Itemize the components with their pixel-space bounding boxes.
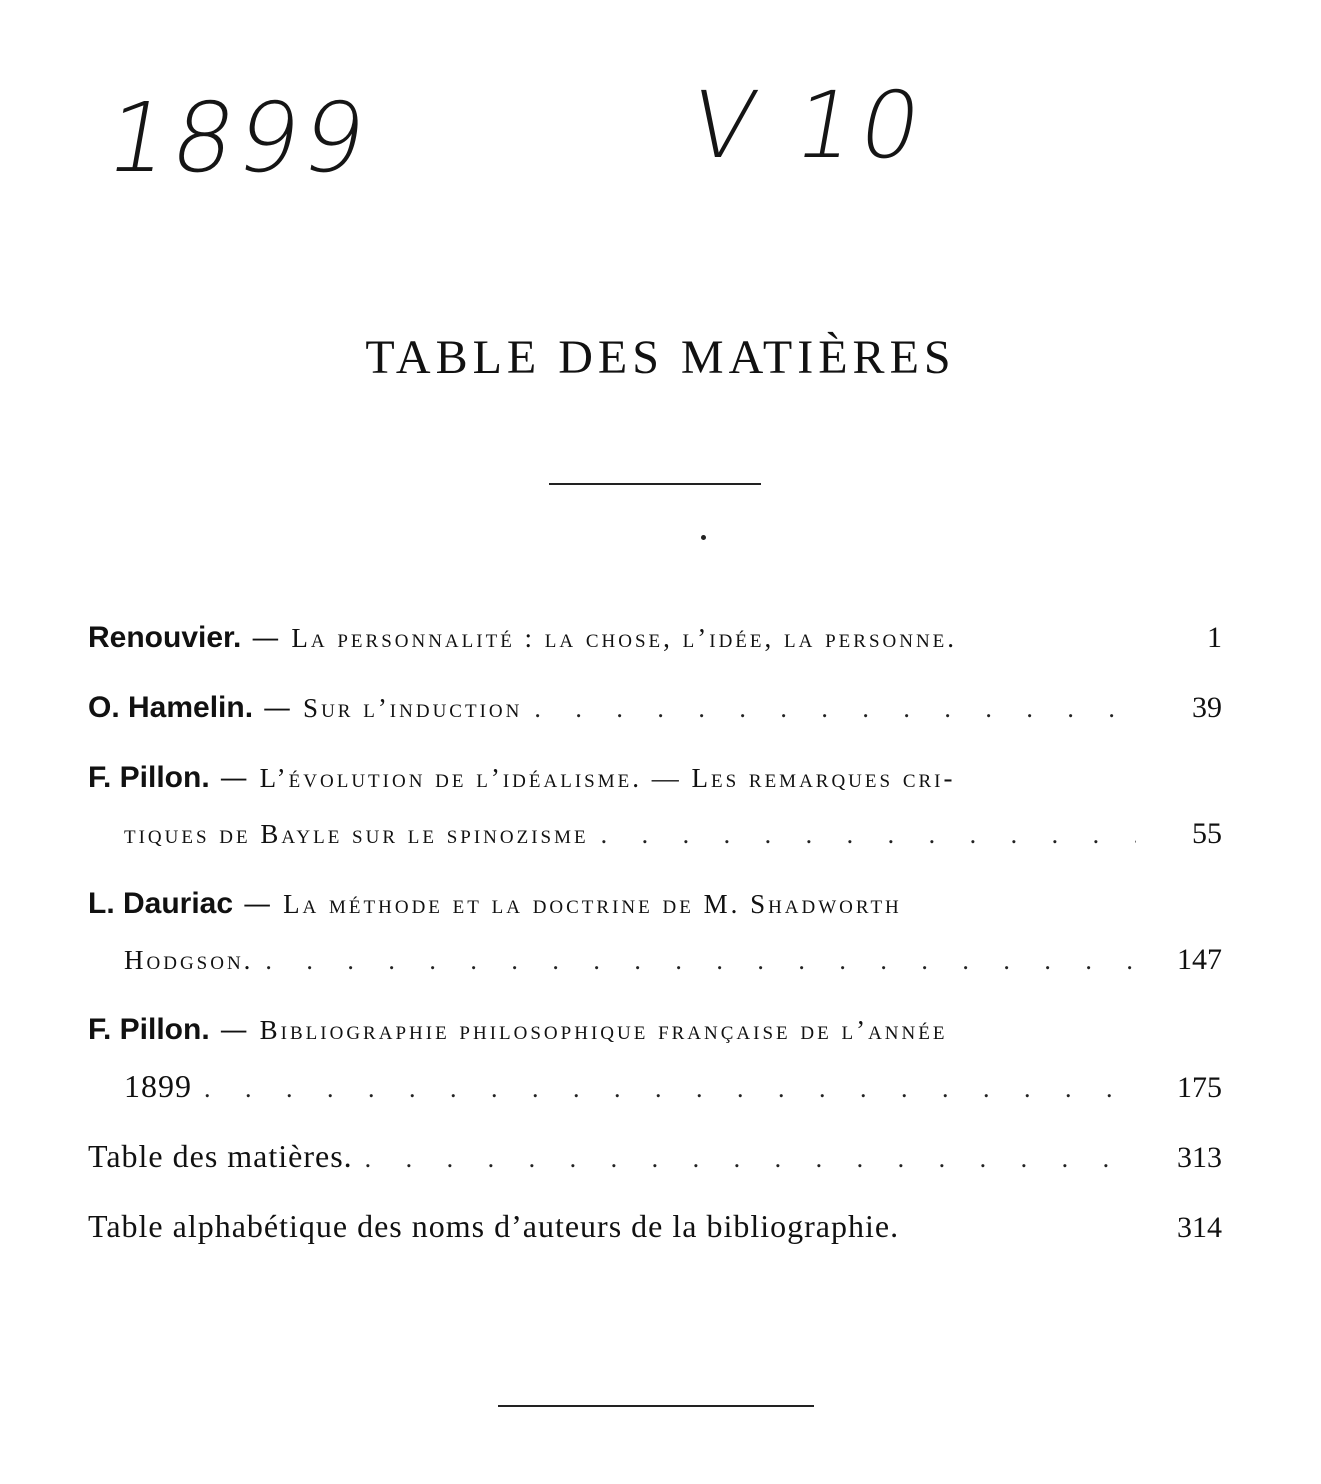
- toc-author: F. Pillon.: [88, 1013, 210, 1046]
- toc-entry: [88, 680, 1222, 736]
- toc-article-title-continued: 1899: [124, 1068, 192, 1104]
- toc-line: [88, 750, 1222, 806]
- toc-line-continuation: [88, 806, 1222, 862]
- toc-article-title-continued: tiques de Bayle sur le spinozisme: [124, 819, 589, 849]
- dot-leader: [589, 807, 1136, 863]
- toc-line: [88, 610, 1222, 666]
- em-dash: —: [243, 887, 272, 920]
- em-dash: —: [219, 1013, 248, 1046]
- dot-leader: [522, 681, 1136, 737]
- title-rule: [549, 483, 761, 485]
- toc-page-number: 314: [1177, 1211, 1222, 1244]
- dot-leader: [353, 1131, 1136, 1187]
- toc-page-number: 147: [1177, 943, 1222, 976]
- toc-entry: [88, 1198, 1222, 1254]
- toc-label: Table des matières.: [88, 1138, 353, 1174]
- toc-author: L. Dauriac: [88, 887, 234, 920]
- em-dash: —: [263, 691, 292, 724]
- toc-author: Renouvier.: [88, 621, 242, 654]
- toc-entry: [88, 1002, 1222, 1114]
- handwritten-volume: V 10: [682, 72, 935, 179]
- table-of-contents: [88, 610, 1222, 1268]
- toc-label: Table alphabétique des noms d’auteurs de la bibliographie.: [88, 1208, 900, 1244]
- toc-author: O. Hamelin.: [88, 691, 254, 724]
- bottom-rule: [498, 1405, 814, 1407]
- dot-leader: [253, 933, 1136, 989]
- ink-dot: [701, 535, 706, 540]
- toc-page-number: 175: [1177, 1071, 1222, 1104]
- toc-line: [88, 680, 1222, 736]
- toc-page-number: 55: [1192, 817, 1222, 850]
- toc-author: F. Pillon.: [88, 761, 210, 794]
- toc-line: [88, 1198, 1222, 1254]
- toc-page-number: 313: [1177, 1141, 1222, 1174]
- toc-page-number: 1: [1207, 621, 1222, 654]
- em-dash: —: [219, 761, 248, 794]
- toc-line-continuation: [88, 1058, 1222, 1114]
- toc-article-title: Sur l’induction: [303, 693, 523, 723]
- toc-entry: [88, 610, 1222, 666]
- toc-entry: [88, 750, 1222, 862]
- toc-article-title-continued: Hodgson.: [124, 945, 254, 975]
- toc-article-title: L’évolution de l’idéalisme. — Les remarques cri-: [259, 763, 956, 793]
- toc-article-title: La méthode et la doctrine de M. Shadworth: [283, 889, 902, 919]
- page-title: TABLE DES MATIÈRES: [365, 331, 956, 384]
- toc-line: [88, 1002, 1222, 1058]
- toc-line: [88, 1128, 1222, 1184]
- toc-entry: [88, 1128, 1222, 1184]
- toc-entry: [88, 876, 1222, 988]
- handwritten-year: 1899: [98, 82, 379, 194]
- em-dash: —: [251, 621, 280, 654]
- toc-line-continuation: [88, 932, 1222, 988]
- toc-line: [88, 876, 1222, 932]
- dot-leader: [192, 1061, 1136, 1117]
- toc-page-number: 39: [1192, 691, 1222, 724]
- toc-article-title: Bibliographie philosophique française de l’année: [259, 1015, 948, 1045]
- toc-article-title: La personnalité : la chose, l’idée, la personne.: [291, 623, 958, 653]
